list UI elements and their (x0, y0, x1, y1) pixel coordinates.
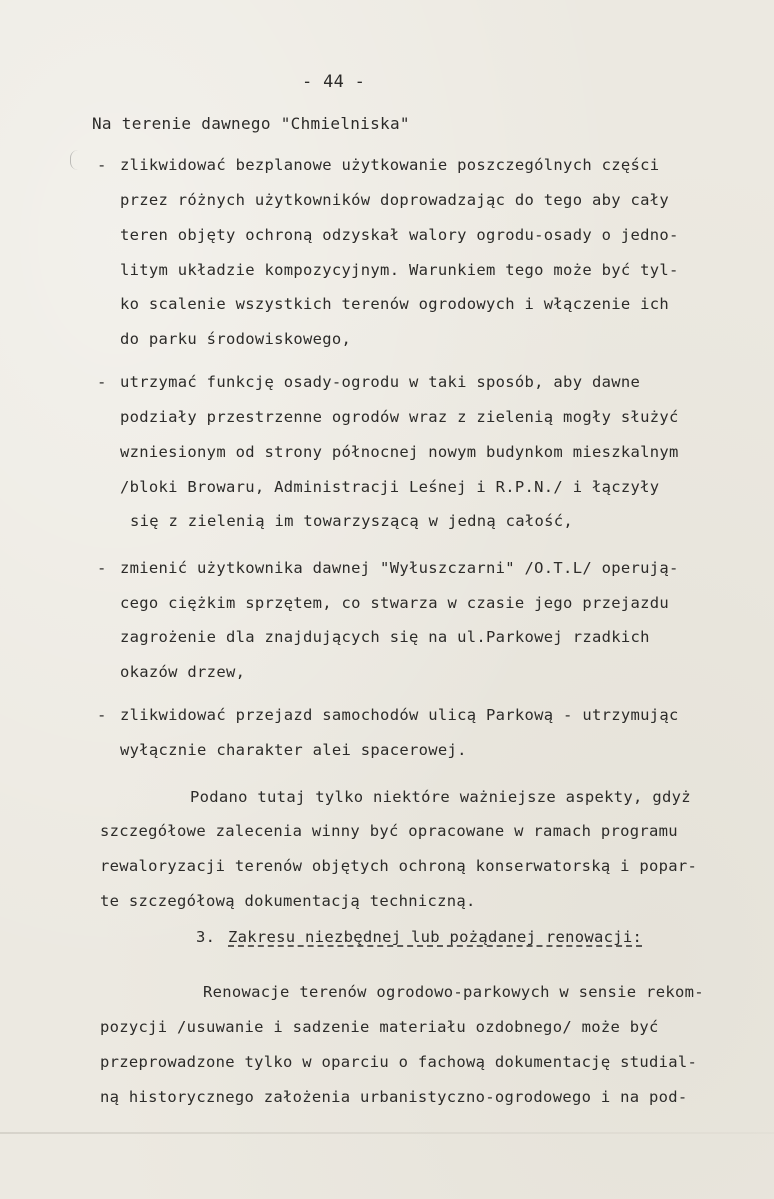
section-heading: Na terenie dawnego "Chmielniska" (92, 114, 410, 133)
text-line: Podano tutaj tylko niektóre ważniejsze aspekty, gdyż (190, 788, 691, 806)
text-line: Renowacje terenów ogrodowo-parkowych w sensie rekom- (203, 983, 704, 1001)
bullet-dash: - (97, 706, 107, 724)
text-line: cego ciężkim sprzętem, co stwarza w czasie jego przejazdu (120, 594, 670, 612)
text-line: się z zielenią im towarzyszącą w jedną całość, (130, 512, 574, 530)
margin-pencil-mark (70, 150, 81, 170)
text-line: zagrożenie dla znajdujących się na ul.Parkowej rzadkich (120, 628, 650, 646)
text-line: okazów drzew, (120, 663, 246, 681)
text-line: wzniesionym od strony północnej nowym budynkom mieszkalnym (120, 443, 679, 461)
page-number: - 44 - (302, 72, 366, 92)
text-line: pozycji /usuwanie i sadzenie materiału ozdobnego/ może być (100, 1018, 659, 1036)
text-line: te szczegółową dokumentacją techniczną. (100, 892, 476, 910)
bullet-dash: - (97, 156, 107, 174)
text-line: przez różnych użytkowników doprowadzając do tego aby cały (120, 191, 670, 209)
text-line: podziały przestrzenne ogrodów wraz z zielenią mogły służyć (120, 408, 679, 426)
text-line: /bloki Browaru, Administracji Leśnej i R.P.N./ i łączyły (120, 478, 660, 496)
text-line: zlikwidować bezplanowe użytkowanie poszczególnych części (120, 156, 660, 174)
bullet-dash: - (97, 559, 107, 577)
text-line: zlikwidować przejazd samochodów ulicą Parkową - utrzymując (120, 706, 679, 724)
text-line: szczegółowe zalecenia winny być opracowane w ramach programu (100, 822, 678, 840)
text-line: do parku środowiskowego, (120, 330, 352, 348)
section-number: 3. (196, 928, 216, 946)
text-line: litym układzie kompozycyjnym. Warunkiem tego może być tyl- (120, 261, 679, 279)
text-line: ko scalenie wszystkich terenów ogrodowych i włączenie ich (120, 295, 670, 313)
text-line: wyłącznie charakter alei spacerowej. (120, 741, 467, 759)
section-title: Zakresu niezbędnej lub pożądanej renowacji: (228, 928, 643, 946)
text-line: rewaloryzacji terenów objętych ochroną konserwatorską i popar- (100, 857, 698, 875)
text-line: utrzymać funkcję osady-ogrodu w taki sposób, aby dawne (120, 373, 641, 391)
text-line: teren objęty ochroną odzyskał walory ogrodu-osady o jedno- (120, 226, 679, 244)
bullet-dash: - (97, 373, 107, 391)
text-line: ną historycznego założenia urbanistyczno-ogrodowego i na pod- (100, 1088, 688, 1106)
text-line: przeprowadzone tylko w oparciu o fachową dokumentację studial- (100, 1053, 698, 1071)
page-fold-line (0, 1132, 774, 1134)
text-line: zmienić użytkownika dawnej "Wyłuszczarni" /O.T.L/ operują- (120, 559, 679, 577)
